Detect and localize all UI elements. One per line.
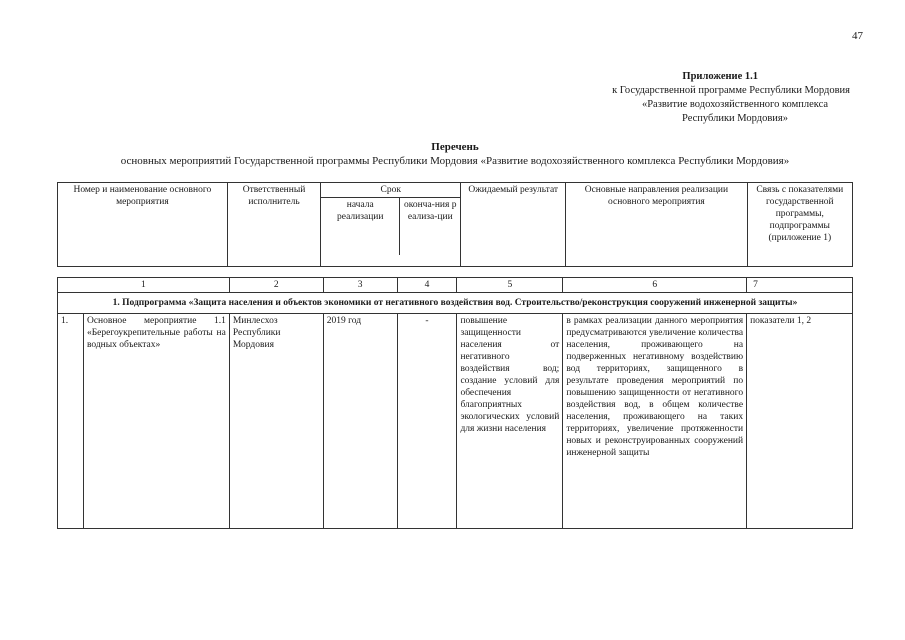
- header-col-executor: Ответственный исполнитель: [227, 183, 320, 267]
- header-term-start: начала реализации: [321, 198, 400, 255]
- col-number-4: 4: [397, 278, 457, 293]
- col-number-5: 5: [457, 278, 563, 293]
- header-col-name: Номер и наименование основного мероприятия: [58, 183, 228, 267]
- page-number: 47: [852, 30, 863, 42]
- appendix-line-2: к Государственной программе Республики Мордовия: [612, 85, 850, 96]
- row-link: показатели 1, 2: [747, 314, 853, 529]
- row-directions: в рамках реализации данного мероприятия предусматриваются увеличение количества населения, проживающего на подверженных негативному воздействию вод территориях, защищенного в результате проведения мероприятий по повышению защищенности от негативного воздействия вод, в общем количестве населения, проживающего на таких территориях, увеличение протяженности новых и реконструированных сооружений инженерной защиты: [563, 314, 747, 529]
- appendix-title: Приложение 1.1: [682, 71, 758, 82]
- header-term-end: оконча-ния реализа-ции: [403, 200, 457, 222]
- col-number-3: 3: [323, 278, 397, 293]
- col-number-7: 7: [747, 278, 853, 293]
- col-number-6: 6: [563, 278, 747, 293]
- appendix-note: [520, 70, 850, 126]
- subprogram-title: 1. Подпрограмма «Защита населения и объектов экономики от негативного воздействия вод. Строительство/реконструкция сооружений инженерной защиты»: [58, 293, 853, 314]
- title-heading: Перечень: [431, 141, 479, 153]
- document-title: [60, 140, 850, 168]
- appendix-line-4: Республики Мордовия»: [682, 113, 788, 124]
- row-executor: Минлесхоз Республики Мордовия: [229, 314, 323, 529]
- body-table: [57, 277, 853, 529]
- row-name: Основное мероприятие 1.1 «Берегоукрепительные работы на водных объектах»: [83, 314, 229, 529]
- header-table: [57, 182, 853, 267]
- column-numbers-row: [58, 278, 853, 293]
- row-number: 1.: [58, 314, 84, 529]
- row-result: повышение защищенности населения от негативного воздействия вод; создание условий для обеспечения благоприятных экологических условий для жизни населения: [457, 314, 563, 529]
- appendix-line-3: «Развитие водохозяйственного комплекса: [641, 99, 829, 110]
- header-col-result: Ожидаемый результат: [461, 183, 566, 267]
- header-col-directions: Основные направления реализации основного мероприятия: [566, 183, 747, 267]
- table-row: [58, 314, 853, 529]
- row-end: -: [397, 314, 457, 529]
- subprogram-row: [58, 293, 853, 314]
- row-start: 2019 год: [323, 314, 397, 529]
- title-subtitle: основных мероприятий Государственной программы Республики Мордовия «Развитие водохозяйственного комплекса Республики Мордовия»: [120, 155, 790, 167]
- header-term-label: Срок: [321, 183, 460, 198]
- col-number-2: 2: [229, 278, 323, 293]
- header-col-term: [321, 183, 461, 267]
- header-col-link: Связь с показателями государственной программы, подпрограммы (приложение 1): [747, 183, 852, 267]
- col-number-1: 1: [58, 278, 230, 293]
